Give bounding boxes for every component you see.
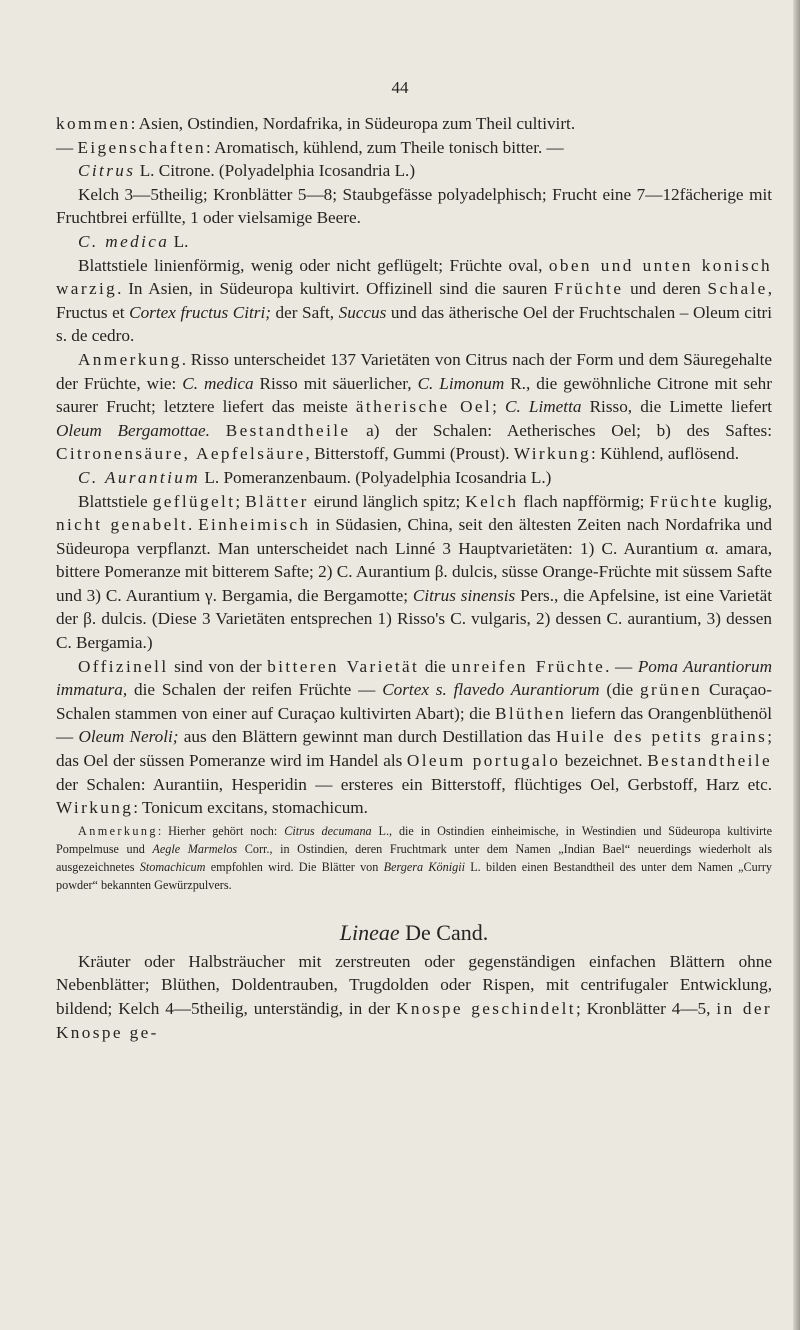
species-medica-heading: C. medica L. [78,231,189,251]
body-text [56,112,772,1044]
section-heading-lineae: Lineae De Cand. [339,919,489,945]
paragraph-citrus-description: Kelch 3—5theilig; Kronblätter 5—8; Staubgefässe polyadelphisch; Frucht eine 7—12fächerige mit Fruchtbrei erfüllte, 1 oder vielsamige Beere. [56,184,772,228]
species-aurantium-heading: C. Aurantium L. Pomeranzenbaum. (Polyadelphia Icosandria L.) [78,467,552,487]
page-edge-shadow [793,0,800,1330]
paragraph-properties: — Eigenschaften: Aromatisch, kühlend, zum Theile tonisch bitter. — [56,137,564,157]
paragraph-medica-description: Blattstiele linienförmig, wenig oder nicht geflügelt; Früchte oval, oben und unten konisch warzig. In Asien, in Südeuropa kultivirt. Offizinell sind die sauren Früchte und deren Schale, Fructus et Cortex fructus Citri; der Saft, Succus und das ätherische Oel der Fruchtschalen – Oleum citri s. de cedro. [56,255,772,346]
paragraph-anmerkung-risso: Anmerkung. Risso unterscheidet 137 Varietäten von Citrus nach der Form und dem Säuregehalte der Früchte, wie: C. medica Risso mit säuerlicher, C. Limonum R., die gewöhnliche Citrone mit sehr saurer Frucht; letztere liefert das meiste ätherische Oel; C. Limetta Risso, die Limette liefert Oleum Bergamottae. Bestandtheile a) der Schalen: Aetherisches Oel; b) des Saftes: Citronensäure, Aepfelsäure, Bitterstoff, Gummi (Proust). Wirkung: Kühlend, auflösend. [56,349,773,464]
paragraph-citrus-origin: kommen: Asien, Ostindien, Nordafrika, in Südeuropa zum Theil cultivirt. [56,114,576,133]
paragraph-lineae-description: Kräuter oder Halbsträucher mit zerstreuten oder gegenständigen einfachen Blättern ohne Nebenblätter; Blüthen, Doldentrauben, Trugdolden oder Rispen, mit centrifugaler Entwicklung, bildend; Kelch 4—5theilig, unterständig, in der Knospe geschindelt; Kronblätter 4—5, in der Knospe ge- [56,951,772,1042]
paragraph-aurantium-description: Blattstiele geflügelt; Blätter eirund länglich spitz; Kelch flach napfförmig; Früchte kuglig, nicht genabelt. Einheimisch in Südasien, China, seit den ältesten Zeiten nach Nordafrika und Südeuropa verpflanzt. Man unterscheidet nach Linné 3 Hauptvarietäten: 1) C. Aurantium α. amara, bittere Pomeranze mit bitterem Safte; 2) C. Aurantium β. dulcis, süsse Orange-Früchte mit süssem Safte und 3) C. Aurantium γ. Bergamia, die Bergamotte; Citrus sinensis Pers., die Apfelsine, ist eine Varietät der β. dulcis. (Diese 3 Varietäten entsprechen 1) Risso's C. vulgaris, 2) dessen C. aurantium, 3) dessen C. Bergamia.) [56,491,773,653]
genus-citrus-heading: Citrus L. Citrone. (Polyadelphia Icosandria L.) [78,161,416,181]
paragraph-aurantium-offizinell: Offizinell sind von der bitteren Varietät die unreifen Früchte. — Poma Aurantiorum immatura, die Schalen der reifen Früchte — Cortex s. flavedo Aurantiorum (die grünen Curaçao-Schalen stammen von einer auf Curaçao kultivirten Abart); die Blüthen liefern das Orangenblüthenöl — Oleum Neroli; aus den Blättern gewinnt man durch Destillation das Huile des petits grains; das Oel der süssen Pomeranze wird im Handel als Oleum portugalo bezeichnet. Bestandtheile der Schalen: Aurantiin, Hesperidin — ersteres ein Bitterstoff, flüchtiges Oel, Gerbstoff, Harz etc. Wirkung: Tonicum excitans, stomachicum. [56,656,772,818]
page-number: 44 [391,78,409,97]
footnote-anmerkung: Anmerkung: Hierher gehört noch: Citrus decumana L., die in Ostindien einheimische, in Westindien und Südeuropa kultivirte Pompelmuse und Aegle Marmelos Corr., in Ostindien, deren Fruchtmark unter dem Namen „Indian Bael“ neuerdings wiederholt als ausgezeichnetes Stomachicum empfohlen wird. Die Blätter von Bergera Königii L. bilden einen Bestandtheil des unter dem Namen „Curry powder“ bekannten Gewürzpulvers. [56,823,772,892]
